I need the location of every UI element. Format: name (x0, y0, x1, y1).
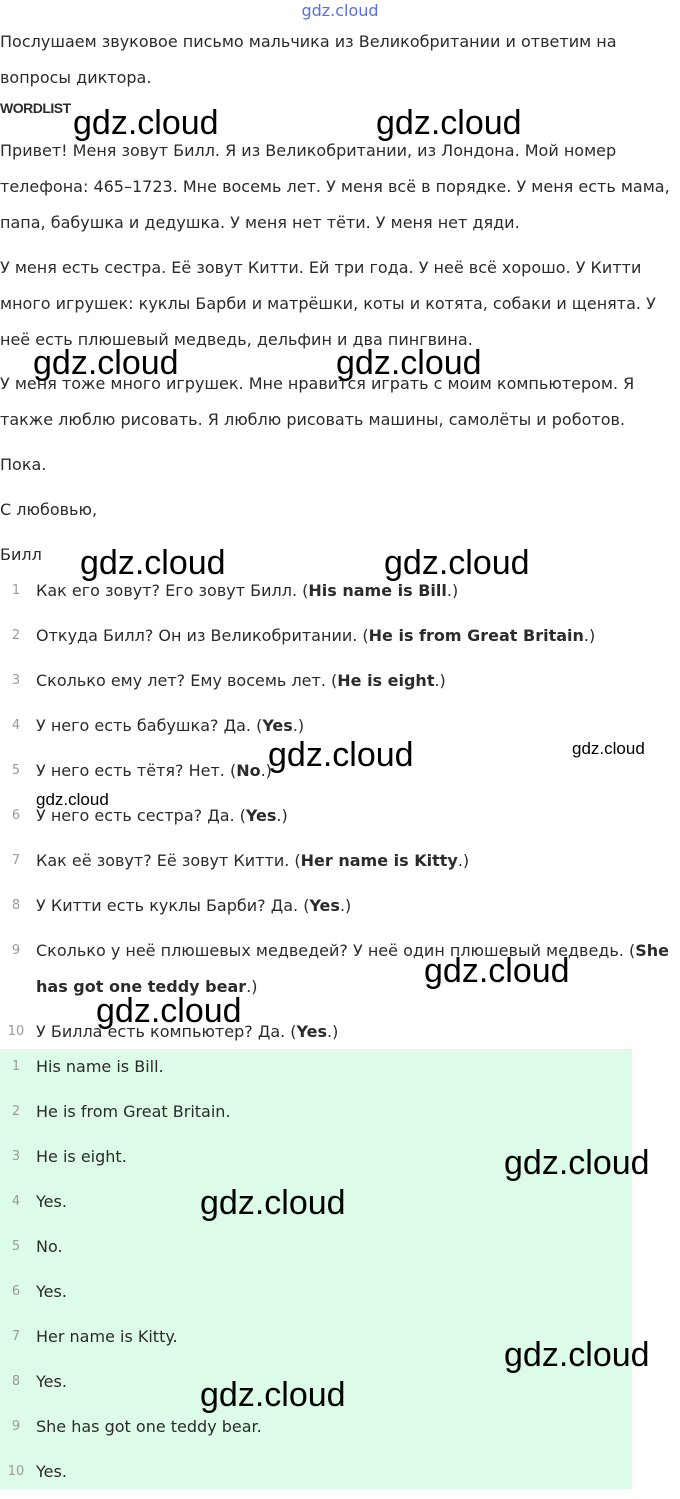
answers-panel (0, 1049, 632, 1489)
answer-text: Yes. (36, 1282, 67, 1301)
question-answer-bold: Yes (296, 1022, 328, 1041)
question-text: У Билла есть компьютер? Да. (Yes.) (36, 1022, 339, 1041)
question-text: У него есть сестра? Да. (Yes.) (36, 806, 288, 825)
question-answer-bold: Yes (245, 806, 277, 825)
wordlist-label[interactable]: WORDLIST (0, 100, 71, 116)
question-answer-bold: He is eight (337, 671, 435, 690)
answer-text: His name is Bill. (36, 1057, 164, 1076)
answer-text: She has got one teddy bear. (36, 1417, 262, 1436)
question-number: 6 (11, 808, 21, 823)
question-text: У Китти есть куклы Барби? Да. (Yes.) (36, 896, 352, 915)
question-number: 8 (11, 898, 21, 913)
answer-number: 5 (11, 1239, 21, 1254)
letter-paragraph-1: Привет! Меня зовут Билл. Я из Великобритании, из Лондона. Мой номер телефона: 465–1723. Мне восемь лет. У меня всё в порядке. У меня есть мама, папа, бабушка и дедушка. У меня нет тёти. У меня нет дяди. (0, 141, 670, 232)
answer-number: 10 (7, 1464, 25, 1479)
question-answer-bold: Yes (262, 716, 293, 735)
answer-item (0, 1454, 680, 1499)
question-item (0, 618, 680, 663)
question-text: Как её зовут? Её зовут Китти. (Her name is Kitty.) (36, 851, 470, 870)
answer-text: He is from Great Britain. (36, 1102, 231, 1121)
letter-paragraph-2: У меня есть сестра. Её зовут Китти. Ей три года. У неё всё хорошо. У Китти много игрушек: куклы Барби и матрёшки, коты и котята, собаки и щенята. У неё есть плюшевый медведь, дельфин и два пингвина. (0, 258, 656, 349)
watermark-text: gdz.cloud (268, 736, 414, 774)
question-text: Сколько у неё плюшевых медведей? У неё один плюшевый медведь. (She has got one teddy bear.) (36, 941, 669, 996)
answer-item (0, 1274, 680, 1319)
watermark-text: gdz.cloud (80, 544, 226, 582)
question-item (0, 888, 680, 933)
question-number: 1 (11, 583, 21, 598)
question-number: 4 (11, 718, 21, 733)
answer-item (0, 1409, 680, 1454)
answer-number: 1 (11, 1059, 21, 1074)
question-answer-bold: Yes (309, 896, 340, 915)
watermark-text: gdz.cloud (36, 790, 109, 809)
watermark-text: gdz.cloud (200, 1184, 346, 1222)
watermark-text: gdz.cloud (200, 1376, 346, 1414)
question-text: Сколько ему лет? Ему восемь лет. (He is eight.) (36, 671, 446, 690)
question-text: У него есть тётя? Нет. (No.) (36, 761, 272, 780)
question-text: Откуда Билл? Он из Великобритании. (He is from Great Britain.) (36, 626, 596, 645)
answer-text: No. (36, 1237, 63, 1256)
letter-paragraph-6: Билл (0, 545, 42, 564)
watermark-text: gdz.cloud (96, 992, 242, 1030)
intro-text: Послушаем звуковое письмо мальчика из Великобритании и ответим на вопросы диктора. (0, 32, 617, 87)
question-number: 5 (11, 763, 21, 778)
question-answer-bold: She has got one teddy bear (36, 941, 669, 996)
answer-item (0, 1229, 680, 1274)
question-answer-bold: His name is Bill (308, 581, 447, 600)
answer-number: 8 (11, 1374, 21, 1389)
answer-item (0, 1049, 680, 1094)
watermark-text: gdz.cloud (33, 344, 179, 382)
answer-number: 7 (11, 1329, 21, 1344)
question-text: У него есть бабушка? Да. (Yes.) (36, 716, 305, 735)
answer-text: Yes. (36, 1372, 67, 1391)
question-answer-bold: He is from Great Britain (368, 626, 584, 645)
answer-number: 3 (11, 1149, 21, 1164)
watermark-text: gdz.cloud (73, 104, 219, 142)
letter-paragraph-5: С любовью, (0, 500, 98, 519)
letter-paragraph-3: У меня тоже много игрушек. Мне нравится играть с моим компьютером. Я также люблю рисовать. Я люблю рисовать машины, самолёты и роботов. (0, 374, 635, 429)
question-number: 7 (11, 853, 21, 868)
answer-number: 2 (11, 1104, 21, 1119)
watermark-text: gdz.cloud (424, 952, 570, 990)
question-number: 10 (7, 1024, 25, 1039)
watermark-text: gdz.cloud (504, 1336, 650, 1374)
question-answer-bold: No (236, 761, 261, 780)
watermark-text: gdz.cloud (376, 104, 522, 142)
question-item (0, 663, 680, 708)
answer-number: 4 (11, 1194, 21, 1209)
watermark-text: gdz.cloud (384, 544, 530, 582)
answer-item (0, 1094, 680, 1139)
answer-number: 9 (11, 1419, 21, 1434)
watermark-text: gdz.cloud (504, 1144, 650, 1182)
question-answer-bold: Her name is Kitty (300, 851, 458, 870)
question-item (0, 843, 680, 888)
question-number: 9 (11, 943, 21, 958)
answer-text: He is eight. (36, 1147, 127, 1166)
question-number: 3 (11, 673, 21, 688)
site-watermark-header[interactable]: gdz.cloud (301, 1, 379, 20)
watermark-text: gdz.cloud (572, 739, 645, 758)
answer-text: Yes. (36, 1192, 67, 1211)
letter-paragraph-4: Пока. (0, 455, 47, 474)
watermark-text: gdz.cloud (336, 344, 482, 382)
question-text: Как его зовут? Его зовут Билл. (His name is Bill.) (36, 581, 459, 600)
answer-number: 6 (11, 1284, 21, 1299)
answer-text: Her name is Kitty. (36, 1327, 178, 1346)
answer-text: Yes. (36, 1462, 67, 1481)
question-number: 2 (11, 628, 21, 643)
